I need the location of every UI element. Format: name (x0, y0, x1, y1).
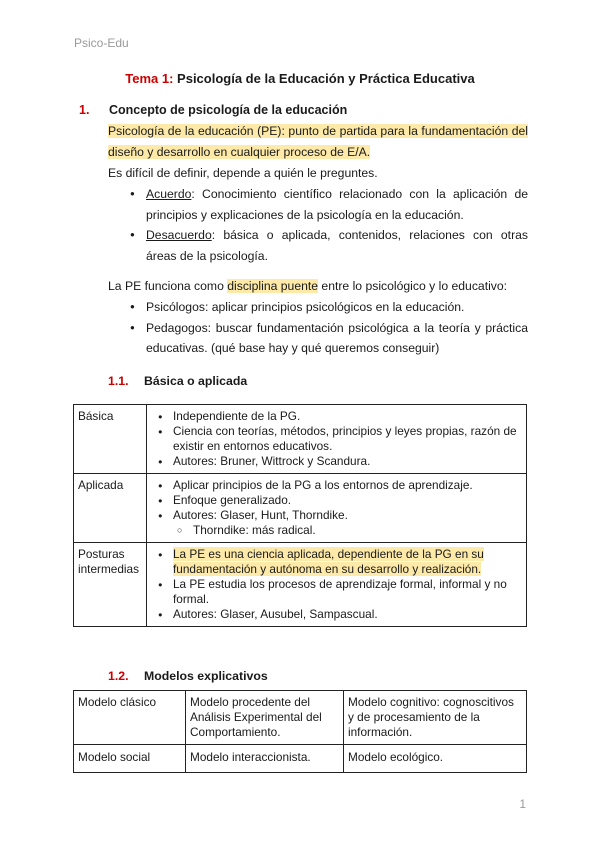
difficulty-text: Es difícil de definir, depende a quién le preguntes. (108, 166, 378, 180)
list-item: ● Autores: Bruner, Wittrock y Scandura. (157, 454, 521, 469)
list-item: ● Autores: Glaser, Ausubel, Sampascual. (157, 607, 521, 622)
disagree-text: : básica o aplicada, contenidos, relaciones con otras áreas de la psicología. (146, 228, 528, 263)
section-1-1-title: Básica o aplicada (144, 374, 248, 388)
table-row (74, 543, 527, 627)
list-item (128, 184, 528, 225)
table-cell: Modelo cognitivo: cognoscitivos y de procesamiento de la información. (344, 691, 527, 745)
table-cell: Modelo ecológico. (344, 745, 527, 773)
document-header: Psico-Edu (74, 36, 129, 50)
list-item: ● Autores: Glaser, Hunt, Thorndike. (157, 508, 521, 523)
section-1-number: 1. (79, 103, 90, 117)
section-1-2-title: Modelos explicativos (144, 669, 268, 683)
models-table (73, 690, 527, 773)
table-cell: Modelo clásico (74, 691, 186, 745)
bridge-after: entre lo psicológico y lo educativo: (318, 279, 508, 293)
definition-text: Psicología de la educación (PE): punto de partida para la fundamentación del diseño y desarrollo en cualquier proceso de E/A. (108, 124, 528, 159)
row-content (147, 474, 527, 543)
page-title (0, 71, 600, 86)
sub-list-item: ○ Thorndike: más radical. (157, 523, 521, 538)
table-row (74, 474, 527, 543)
title-text: Psicología de la Educación y Práctica Educativa (177, 71, 475, 86)
list-item (128, 225, 528, 266)
agreement-list (128, 184, 528, 266)
row-label: Básica (74, 405, 147, 474)
table-row (74, 745, 527, 773)
table-row (74, 405, 527, 474)
section-1-title: Concepto de psicología de la educación (109, 103, 348, 117)
list-item: ● La PE estudia los procesos de aprendizaje formal, informal y no formal. (157, 577, 521, 607)
row-content (147, 543, 527, 627)
list-item: ● Independiente de la PG. (157, 409, 521, 424)
row-label: Aplicada (74, 474, 147, 543)
highlighted-item: La PE es una ciencia aplicada, dependiente de la PG en su fundamentación y autónoma en su desarrollo y realización. (173, 547, 484, 576)
title-prefix: Tema 1: (125, 71, 174, 86)
section-1-1-number: 1.1. (108, 374, 129, 388)
agree-text: : Conocimiento científico relacionado con la aplicación de principios y explicaciones de la psicología en la educación. (146, 187, 528, 222)
section-1-1-heading (108, 374, 248, 388)
row-content (147, 405, 527, 474)
agree-term: Acuerdo (146, 187, 192, 201)
table-cell: Modelo interaccionista. (186, 745, 344, 773)
bridge-before: La PE funciona como (108, 279, 228, 293)
bridge-paragraph (108, 276, 528, 297)
basic-applied-table (73, 404, 527, 627)
list-item: ● Ciencia con teorías, métodos, principios y leyes propias, razón de existir en entornos educativos. (157, 424, 521, 454)
section-1-2-heading (108, 669, 268, 683)
row-label: Posturas intermedias (74, 543, 147, 627)
definition-paragraph (108, 121, 528, 162)
table-cell: Modelo social (74, 745, 186, 773)
list-item: ● Enfoque generalizado. (157, 493, 521, 508)
list-item: ● Aplicar principios de la PG a los entornos de aprendizaje. (157, 478, 521, 493)
bridge-highlight: disciplina puente (227, 279, 319, 293)
table-cell: Modelo procedente del Análisis Experimental del Comportamiento. (186, 691, 344, 745)
section-1-heading (79, 103, 348, 117)
list-item: ● Pedagogos: buscar fundamentación psicológica a la teoría y práctica educativas. (qué base hay y qué queremos conseguir) (128, 318, 528, 359)
table-row (74, 691, 527, 745)
roles-list (128, 297, 528, 359)
list-item (157, 547, 521, 577)
page-number: 1 (519, 797, 526, 811)
list-item: ● Psicólogos: aplicar principios psicológicos en la educación. (128, 297, 528, 318)
disagree-term: Desacuerdo (146, 228, 212, 242)
section-1-2-number: 1.2. (108, 669, 129, 683)
